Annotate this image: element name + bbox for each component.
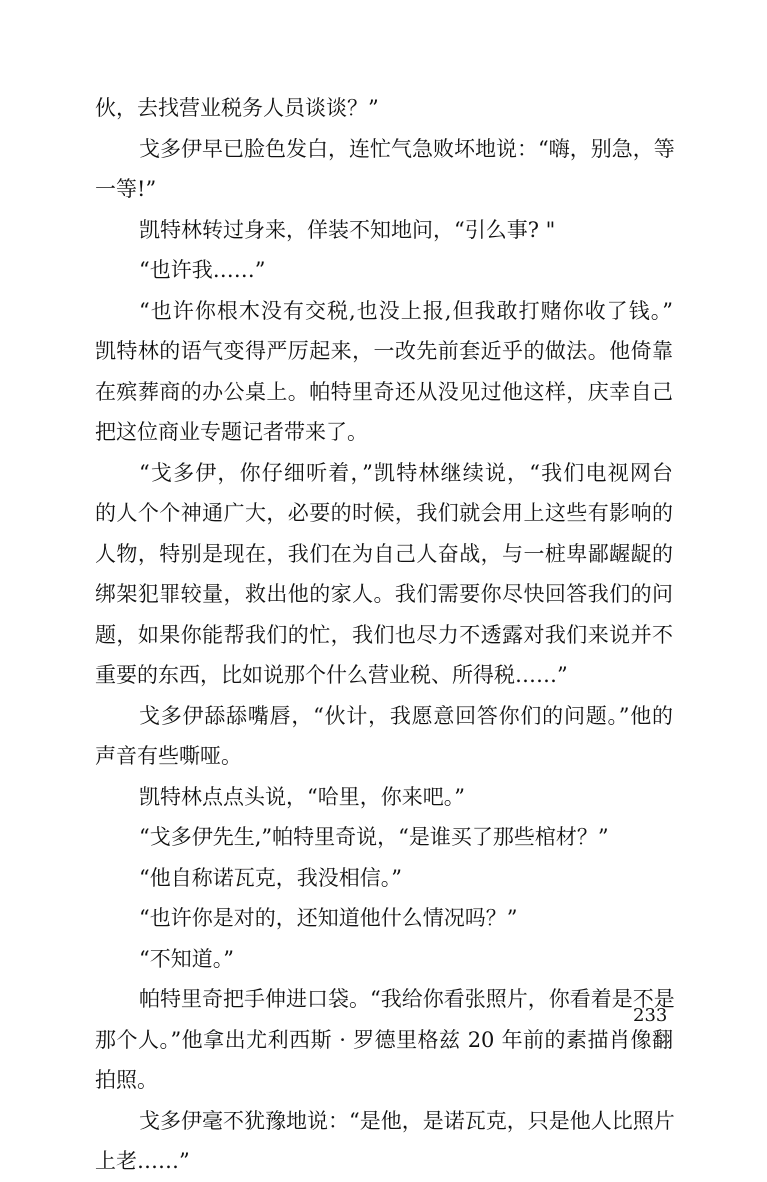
text-line: 伙，去找营业税务人员谈谈？” (95, 96, 379, 120)
text-line: 上老……” (95, 1149, 190, 1173)
text-line: “也许你是对的，还知道他什么情况吗？” (139, 906, 518, 930)
text-line: 的人个个神通广大，必要的时候，我们就会用上这些有影响的 (95, 501, 673, 525)
text-line: “戈多伊，你仔细听着，”凯特林继续说，“我们电视网台 (139, 460, 673, 485)
text-line: 戈多伊舔舔嘴唇，“伙计，我愿意回答你们的问题。”他的 (139, 703, 673, 728)
text-line: 人物，特别是现在，我们在为自己人奋战，与一桩卑鄙龌龊的 (95, 541, 673, 566)
text-line: “他自称诺瓦克，我没相信。” (139, 865, 402, 890)
text-line: “不知道。” (139, 946, 234, 971)
text-line: 凯特林转过身来，佯装不知地问，“引么事? " (139, 217, 556, 242)
text-line: 绑架犯罪较量，救出他的家人。我们需要你尽快回答我们的问 (95, 582, 673, 606)
text-line: 声音有些嘶哑。 (95, 744, 242, 768)
text-line: “也许我……” (139, 258, 266, 282)
text-line: 凯特林点点头说，“哈里，你来吧。” (139, 784, 465, 809)
text-line: 题，如果你能帮我们的忙，我们也尽力不透露对我们来说并不 (95, 622, 673, 647)
text-line: 戈多伊早已脸色发白，连忙气急败坏地说：“嗨，别急，等 (139, 136, 675, 161)
text-line: 凯特林的语气变得严厉起来，一改先前套近乎的做法。他倚靠 (95, 339, 673, 363)
text-line: “也许你根木没有交税,也没上报,但我敢打赌你收了钱。” (139, 298, 673, 323)
page-number: 233 (633, 1005, 668, 1026)
text-line: 把这位商业专题记者带来了。 (95, 420, 368, 444)
text-line: 戈多伊毫不犹豫地说：“是他，是诺瓦克，只是他人比照片 (139, 1108, 675, 1133)
text-line: 在殡葬商的办公桌上。帕特里奇还从没见过他这样，庆幸自己 (95, 379, 673, 404)
text-line: 重要的东西，比如说那个什么营业税、所得税……” (95, 663, 568, 687)
text-line: 拍照。 (95, 1068, 158, 1092)
body-text (95, 88, 673, 1182)
text-line: “戈多伊先生,”帕特里奇说，“是谁买了那些棺材？” (139, 825, 609, 849)
text-line: 帕特里奇把手伸进口袋。“我给你看张照片，你看着是不是 (139, 987, 675, 1011)
text-line: 那个人。”他拿出尤利西斯 · 罗德里格兹 20 年前的素描肖像翻 (95, 1027, 673, 1052)
text-line: 一等!” (95, 177, 157, 201)
